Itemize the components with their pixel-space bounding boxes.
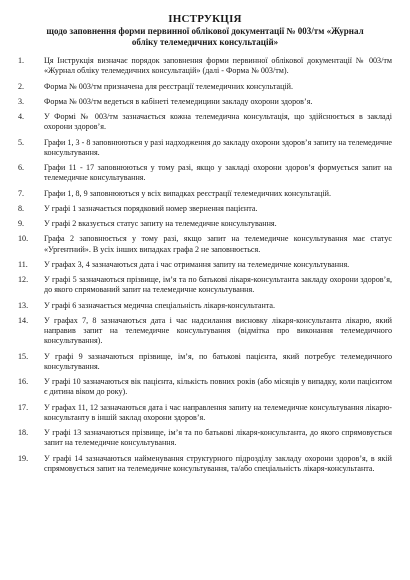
item-number: 10.	[18, 234, 29, 244]
item-text: Форма № 003/тм ведеться в кабінеті телемедицини закладу охорони здоров’я.	[44, 96, 313, 106]
list-item	[18, 163, 392, 183]
item-text: У графі 5 зазначаються прізвище, ім’я та по батькові лікаря-консультанта закладу охорони здоров’я, до якого спрямований запит на телемедичне консультування.	[44, 275, 392, 295]
item-number: 18.	[18, 428, 29, 438]
item-number: 1.	[18, 56, 25, 65]
item-number: 17.	[18, 402, 29, 412]
item-number: 3.	[18, 96, 25, 106]
document-subtitle: щодо заповнення форми первинної облікової документації № 003/тм «Журнал обліку телемедичних консультацій»	[46, 26, 364, 47]
list-item	[18, 316, 392, 347]
list-item	[18, 112, 392, 132]
item-number: 9.	[18, 219, 25, 229]
list-item	[18, 454, 392, 474]
item-text: Графи 11 - 17 заповнюються у тому разі, якщо у закладі охорони здоров’я формується запит на телемедичне консультування.	[44, 163, 392, 183]
item-text: У графі 1 зазначається порядковий номер звернення пацієнта.	[44, 203, 258, 213]
instruction-list	[18, 56, 392, 474]
item-number: 11.	[18, 259, 28, 269]
document-title: ІНСТРУКЦІЯ	[168, 13, 242, 25]
item-number: 12.	[18, 275, 29, 285]
item-number: 8.	[18, 203, 25, 213]
item-text: У графі 6 зазначається медична спеціальність лікаря-консультанта.	[44, 300, 276, 310]
list-item	[18, 56, 392, 76]
list-item	[18, 204, 392, 214]
list-item	[18, 275, 392, 295]
item-number: 13.	[18, 300, 29, 310]
list-item	[18, 97, 392, 107]
item-text: У графі 10 зазначаються вік пацієнта, кількість повних років (або місяців у випадку, коли пацієнтом є дитина віком до року).	[44, 377, 392, 397]
item-number: 4.	[18, 112, 25, 122]
item-number: 19.	[18, 453, 29, 463]
item-number: 14.	[18, 316, 29, 326]
item-text: У графі 9 зазначаються прізвище, ім’я, по батькові пацієнта, який потребує телемедичного консультування.	[44, 351, 392, 371]
list-item	[18, 138, 392, 158]
list-item	[18, 352, 392, 372]
item-text: Графи 1, 3 - 8 заповнюються у разі надходження до закладу охорони здоров’я запиту на телемедичне консультування.	[44, 137, 392, 157]
item-number: 2.	[18, 81, 25, 91]
item-number: 6.	[18, 163, 25, 173]
item-text: У графах 11, 12 зазначаються дата і час направлення запиту на телемедичне консультування лікарю-консультанту в іншій заклад охорони здоров’я.	[44, 402, 392, 422]
item-text: У графі 2 вказується статус запиту на телемедичне консультування.	[44, 219, 277, 229]
item-text: Ця Інструкція визначає порядок заповнення форми первинної облікової документації № 003/тм «Журнал обліку телемедичних консультацій» (далі - Форма № 003/тм).	[44, 56, 392, 76]
list-item	[18, 377, 392, 397]
item-text: У Формі № 003/тм зазначається кожна телемедична консультація, що здійснюється в закладі охорони здоров’я.	[44, 112, 392, 132]
list-item	[18, 82, 392, 92]
list-item	[18, 234, 392, 254]
item-number: 7.	[18, 188, 25, 198]
item-text: У графі 13 зазначаються прізвище, ім’я та по батькові лікаря-консультанта, до якого спрямовується запит на телемедичне консультування.	[44, 428, 392, 448]
list-item	[18, 260, 392, 270]
list-item	[18, 428, 392, 448]
item-text: У графах 7, 8 зазначаються дата і час надсилання висновку лікаря-консультанта лікарю, який направив запит на телемедичне консультування (відмітка про виконання телемедичного консультування).	[44, 316, 392, 346]
list-item	[18, 219, 392, 229]
item-number: 5.	[18, 137, 25, 147]
list-item	[18, 301, 392, 311]
item-number: 16.	[18, 377, 29, 387]
list-item	[18, 189, 392, 199]
item-text: Графа 2 заповнюється у тому разі, якщо запит на телемедичне консультування має статус «Ургентний». В усіх інших випадках графа 2 не заповнюється.	[44, 234, 392, 254]
item-text: У графах 3, 4 зазначаються дата і час отримання запиту на телемедичне консультування.	[44, 259, 350, 269]
item-text: У графі 14 зазначаються найменування структурного підрозділу закладу охорони здоров’я, в якій спрямовується запит на телемедичне консультування, та/або спеціальність лікаря-консультанта.	[44, 453, 392, 473]
item-text: Форма № 003/тм призначена для реєстрації телемедичних консультацій.	[44, 81, 294, 91]
item-text: Графи 1, 8, 9 заповнюються у всіх випадках реєстрації телемедичних консультацій.	[44, 188, 331, 198]
item-number: 15.	[18, 351, 29, 361]
list-item	[18, 403, 392, 423]
